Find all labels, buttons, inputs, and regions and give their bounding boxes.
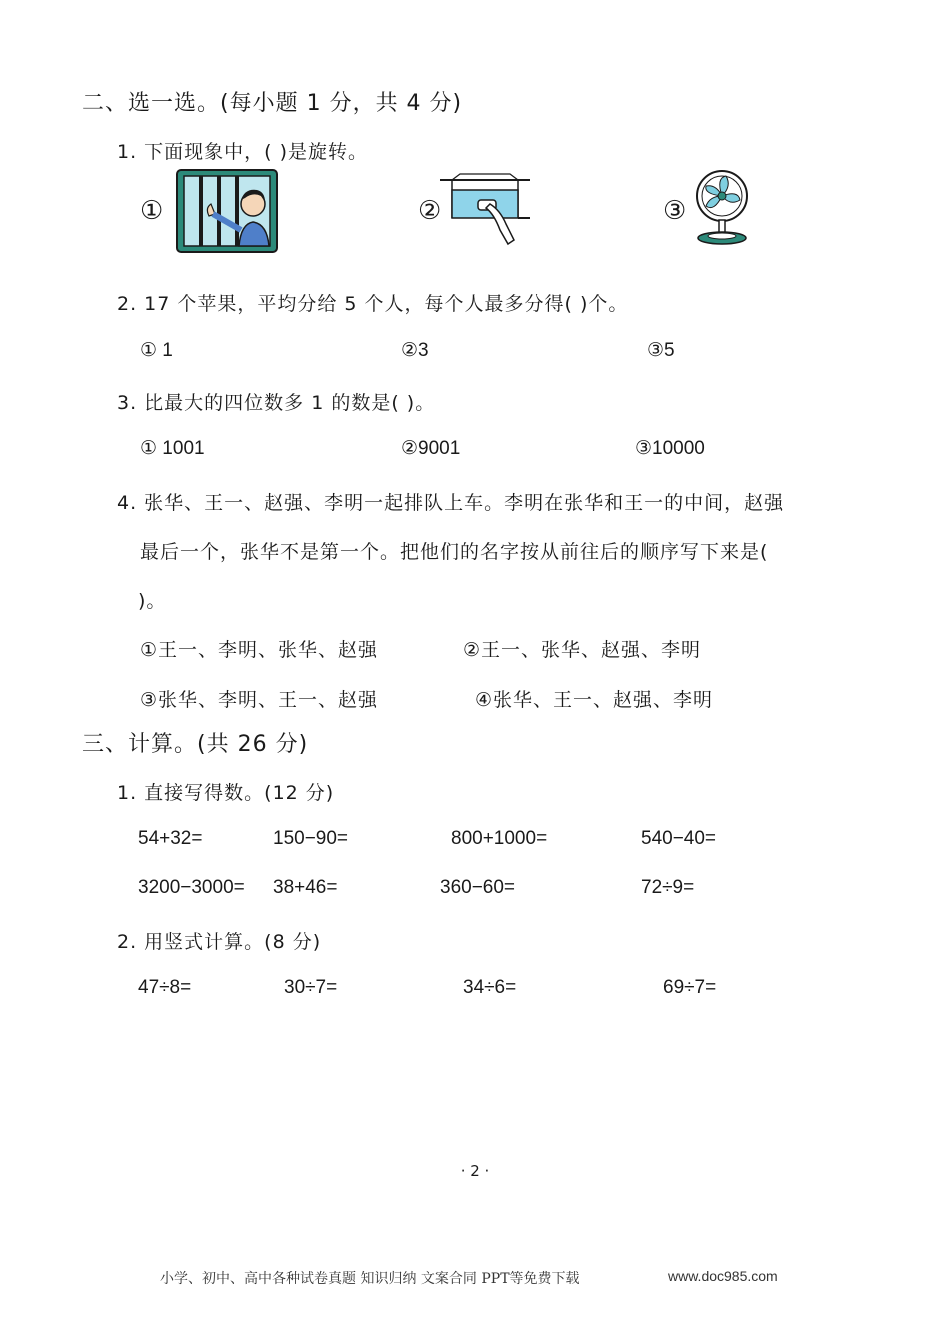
q4-option-4: ④张华、王一、赵强、李明 bbox=[475, 689, 714, 711]
q4-option-1: ①王一、李明、张华、赵强 bbox=[140, 639, 379, 661]
division-item: 69÷7= bbox=[663, 977, 717, 998]
calc-item: 150−90= bbox=[273, 828, 349, 849]
option-1-label: ① bbox=[140, 196, 164, 226]
division-item: 34÷6= bbox=[463, 977, 517, 998]
calc-item: 38+46= bbox=[273, 877, 338, 898]
footer-url[interactable]: www.doc985.com bbox=[668, 1268, 778, 1284]
question-4-line3: )。 bbox=[138, 590, 167, 612]
page-number: · 2 · bbox=[460, 1162, 490, 1180]
window-boy-picture bbox=[175, 168, 279, 254]
section2-heading: 二、选一选。(每小题 1 分，共 4 分) bbox=[82, 91, 463, 116]
q3-option-2: ②9001 bbox=[401, 438, 461, 459]
calc-item: 800+1000= bbox=[451, 828, 548, 849]
q3-option-1: ① 1001 bbox=[140, 438, 205, 459]
division-item: 47÷8= bbox=[138, 977, 192, 998]
question-4-line2: 最后一个，张华不是第一个。把他们的名字按从前往后的顺序写下来是( bbox=[140, 541, 769, 563]
q3-option-3: ③10000 bbox=[635, 438, 705, 459]
q2-option-3: ③5 bbox=[647, 340, 675, 361]
q2-option-2: ②3 bbox=[401, 340, 429, 361]
question-1: 1. 下面现象中，( )是旋转。 bbox=[117, 141, 369, 163]
division-item: 30÷7= bbox=[284, 977, 338, 998]
question-3: 3. 比最大的四位数多 1 的数是( )。 bbox=[117, 392, 436, 414]
section3-heading: 三、计算。(共 26 分) bbox=[82, 732, 309, 757]
option-3-label: ③ bbox=[663, 196, 687, 226]
fan-picture bbox=[692, 168, 750, 248]
q4-option-2: ②王一、张华、赵强、李明 bbox=[463, 639, 702, 661]
drawer-picture bbox=[440, 170, 532, 246]
question-2: 2. 17 个苹果，平均分给 5 个人，每个人最多分得( )个。 bbox=[117, 293, 629, 315]
question-4-line1: 4. 张华、王一、赵强、李明一起排队上车。李明在张华和王一的中间，赵强 bbox=[117, 492, 785, 514]
calc-item: 54+32= bbox=[138, 828, 203, 849]
calc-item: 540−40= bbox=[641, 828, 717, 849]
part-2: 2. 用竖式计算。(8 分) bbox=[117, 931, 322, 953]
option-2-label: ② bbox=[418, 196, 442, 226]
footer-text: 小学、初中、高中各种试卷真题 知识归纳 文案合同 PPT等免费下载 bbox=[160, 1271, 580, 1287]
calc-item: 360−60= bbox=[440, 877, 516, 898]
calc-item: 72÷9= bbox=[641, 877, 695, 898]
q4-option-3: ③张华、李明、王一、赵强 bbox=[140, 689, 379, 711]
q2-option-1: ① 1 bbox=[140, 340, 173, 361]
calc-item: 3200−3000= bbox=[138, 877, 245, 898]
part-1: 1. 直接写得数。(12 分) bbox=[117, 782, 335, 804]
